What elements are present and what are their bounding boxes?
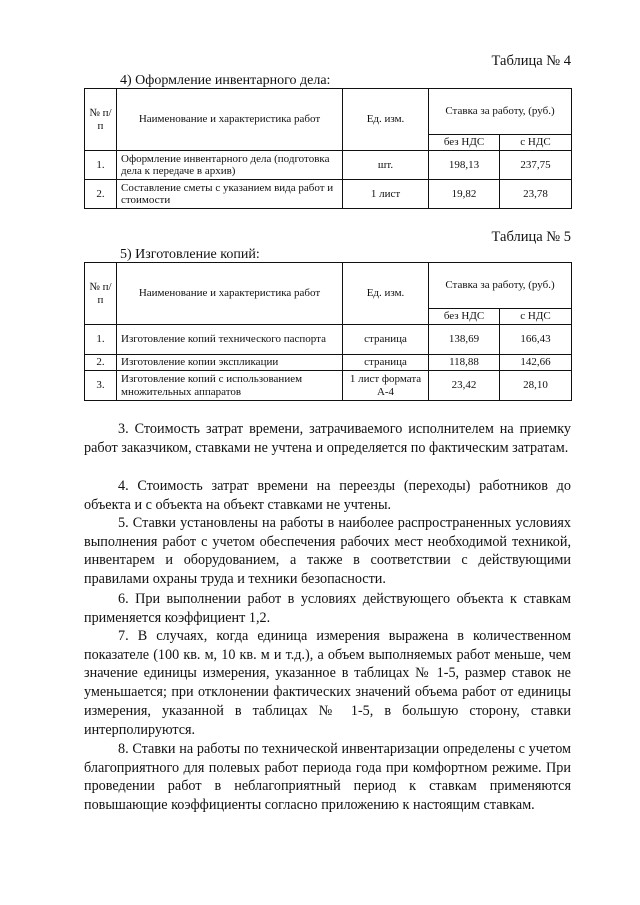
cell-no-vat: 118,88: [429, 355, 500, 371]
cell-vat: 166,43: [500, 325, 572, 355]
header-no-vat: без НДС: [429, 135, 500, 151]
paragraph-5: 5. Ставки установлены на работы в наиболее распространенных условиях выполнения работ с учетом обеспечения рабочих мест необходимой техникой, инвентарем и оборудованием, а также в соответствии с действующими правилами охраны труда и техники безопасности.: [84, 515, 571, 588]
paragraph-4: 4. Стоимость затрат времени на переезды (переходы) работников до объекта и с объекта на объект ставками не учтены.: [84, 478, 571, 513]
cell-num: 1.: [85, 151, 117, 180]
cell-name: Изготовление копий технического паспорта: [117, 325, 343, 355]
table-4-number: Таблица № 4: [491, 53, 571, 69]
cell-name: Изготовление копии экспликации: [117, 355, 343, 371]
header-vat: с НДС: [500, 135, 572, 151]
cell-name: Составление сметы с указанием вида работ и стоимости: [117, 180, 343, 209]
cell-vat: 142,66: [500, 355, 572, 371]
header-unit: Ед. изм.: [343, 89, 429, 151]
header-unit: Ед. изм.: [343, 263, 429, 325]
paragraph-3: 3. Стоимость затрат времени, затрачиваемого исполнителем на приемку работ заказчиком, ставками не учтена и определяется по фактическим затратам.: [84, 421, 571, 456]
header-num: № п/п: [85, 89, 117, 151]
header-rate: Ставка за работу, (руб.): [429, 89, 572, 135]
cell-vat: 23,78: [500, 180, 572, 209]
table-4: [84, 88, 572, 209]
cell-num: 1.: [85, 325, 117, 355]
table-4-caption: 4) Оформление инвентарного дела:: [120, 73, 331, 88]
cell-vat: 237,75: [500, 151, 572, 180]
cell-vat: 28,10: [500, 371, 572, 401]
cell-unit: страница: [343, 325, 429, 355]
table-5: [84, 262, 572, 401]
table-row: [85, 151, 572, 180]
table-row: [85, 355, 572, 371]
cell-num: 2.: [85, 180, 117, 209]
paragraph-7: 7. В случаях, когда единица измерения выражена в количественном показателе (100 кв. м, 10 кв. м и т.д.), а объем выполняемых работ меньше, чем значение единицы измерения, указанное в таблицах № 1-5, размер ставок не уменьшается; при отклонении фактических значений объема работ от единицы измерения, указанной в таблицах № 1-5, в большую сторону, ставки интерполируются.: [84, 628, 571, 738]
cell-num: 3.: [85, 371, 117, 401]
table-5-number: Таблица № 5: [491, 229, 571, 245]
cell-no-vat: 138,69: [429, 325, 500, 355]
header-name: Наименование и характеристика работ: [117, 263, 343, 325]
header-no-vat: без НДС: [429, 309, 500, 325]
cell-num: 2.: [85, 355, 117, 371]
header-vat: с НДС: [500, 309, 572, 325]
table-row: [85, 325, 572, 355]
header-rate: Ставка за работу, (руб.): [429, 263, 572, 309]
cell-unit: 1 лист: [343, 180, 429, 209]
paragraph-6: 6. При выполнении работ в условиях действующего объекта к ставкам применяется коэффициент 1,2.: [84, 591, 571, 626]
cell-unit: 1 лист формата А-4: [343, 371, 429, 401]
cell-no-vat: 19,82: [429, 180, 500, 209]
header-num: № п/п: [85, 263, 117, 325]
cell-no-vat: 23,42: [429, 371, 500, 401]
paragraph-8: 8. Ставки на работы по технической инвентаризации определены с учетом благоприятного для полевых работ периода года при комфортном режиме. При проведении работ в неблагоприятный период к ставкам применяются повышающие коэффициенты согласно приложению к настоящим ставкам.: [84, 741, 571, 814]
cell-no-vat: 198,13: [429, 151, 500, 180]
cell-name: Изготовление копий с использованием множительных аппаратов: [117, 371, 343, 401]
table-5-caption: 5) Изготовление копий:: [120, 247, 260, 262]
cell-name: Оформление инвентарного дела (подготовка дела к передаче в архив): [117, 151, 343, 180]
table-row: [85, 371, 572, 401]
cell-unit: шт.: [343, 151, 429, 180]
cell-unit: страница: [343, 355, 429, 371]
header-name: Наименование и характеристика работ: [117, 89, 343, 151]
table-row: [85, 180, 572, 209]
